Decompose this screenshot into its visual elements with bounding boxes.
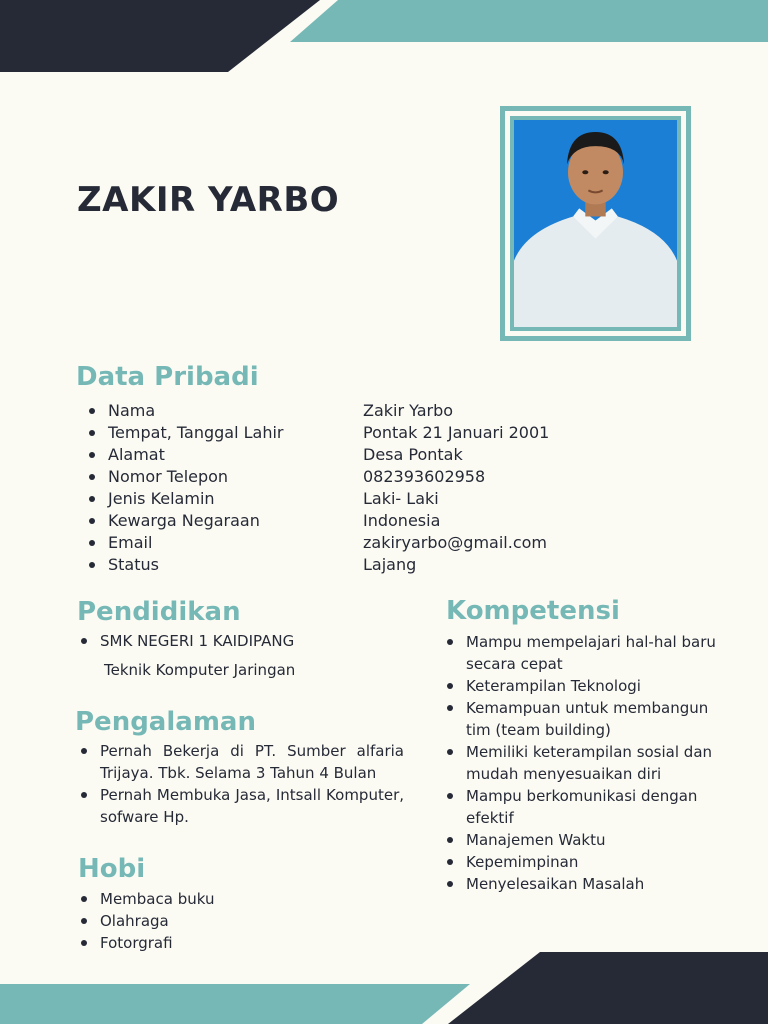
hobby-item: Olahraga bbox=[78, 910, 214, 932]
applicant-name: ZAKIR YARBO bbox=[77, 180, 340, 220]
competency-item: Manajemen Waktu bbox=[444, 829, 716, 851]
competency-item: Mampu mempelajari hal-hal baru secara cepat bbox=[444, 631, 716, 675]
personal-row: Kewarga Negaraan Indonesia bbox=[86, 510, 606, 532]
education-heading: Pendidikan bbox=[77, 597, 241, 627]
portrait-illustration bbox=[514, 120, 677, 327]
education-list bbox=[78, 630, 408, 652]
competency-item: Memiliki keterampilan sosial dan mudah menyesuaikan diri bbox=[444, 741, 716, 785]
teal-bottom-band bbox=[0, 984, 470, 1024]
competency-item: Keterampilan Teknologi bbox=[444, 675, 716, 697]
hobbies-heading: Hobi bbox=[78, 854, 146, 884]
experience-item: Pernah Bekerja di PT. Sumber alfaria Trijaya. Tbk. Selama 3 Tahun 4 Bulan bbox=[78, 740, 404, 784]
education-school: SMK NEGERI 1 KAIDIPANG bbox=[78, 630, 408, 652]
personal-row: Status Lajang bbox=[86, 554, 606, 576]
personal-data-list bbox=[86, 400, 606, 576]
competency-item: Menyelesaikan Masalah bbox=[444, 873, 716, 895]
profile-photo bbox=[510, 116, 681, 331]
photo-frame bbox=[500, 106, 691, 341]
hobby-item: Membaca buku bbox=[78, 888, 214, 910]
personal-row: Alamat Desa Pontak bbox=[86, 444, 606, 466]
competency-item: Mampu berkomunikasi dengan efektif bbox=[444, 785, 716, 829]
dark-bottom-band bbox=[448, 952, 768, 1024]
competency-item: Kepemimpinan bbox=[444, 851, 716, 873]
personal-row: Tempat, Tanggal Lahir Pontak 21 Januari 2001 bbox=[86, 422, 606, 444]
experience-item: Pernah Membuka Jasa, Intsall Komputer, sofware Hp. bbox=[78, 784, 404, 828]
experience-list bbox=[78, 740, 404, 828]
education-major: Teknik Komputer Jaringan bbox=[104, 661, 296, 679]
personal-row: Nama Zakir Yarbo bbox=[86, 400, 606, 422]
personal-row: Nomor Telepon 082393602958 bbox=[86, 466, 606, 488]
teal-top-band bbox=[290, 0, 768, 42]
personal-data-heading: Data Pribadi bbox=[76, 362, 259, 392]
competency-item: Kemampuan untuk membangun tim (team building) bbox=[444, 697, 716, 741]
dark-top-band bbox=[0, 0, 320, 72]
hobby-item: Fotorgrafi bbox=[78, 932, 214, 954]
hobbies-list bbox=[78, 888, 214, 954]
personal-row: Email zakiryarbo@gmail.com bbox=[86, 532, 606, 554]
competencies-heading: Kompetensi bbox=[446, 596, 620, 626]
experience-heading: Pengalaman bbox=[75, 707, 256, 737]
personal-row: Jenis Kelamin Laki- Laki bbox=[86, 488, 606, 510]
competencies-list bbox=[444, 631, 716, 895]
